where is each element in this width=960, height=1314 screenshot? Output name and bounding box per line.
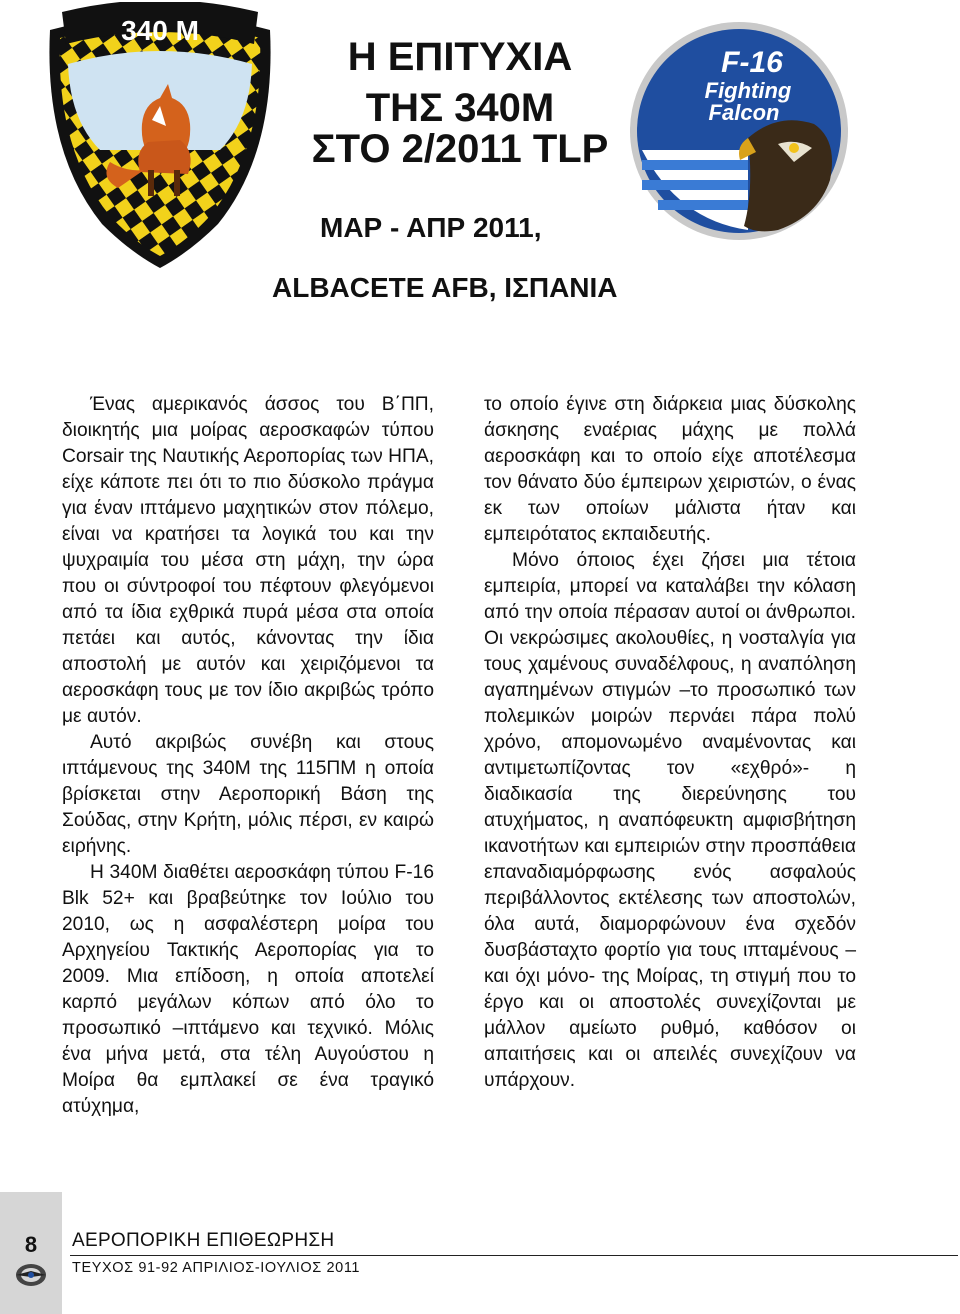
patch-falcon-label: Falcon (708, 100, 780, 125)
falcon-head-icon (739, 120, 832, 231)
headline-line-1: Η ΕΠΙΤΥΧΙΑ (347, 35, 573, 79)
patch-f16-label: F-16 (721, 46, 783, 79)
headline-line-3: ΣΤΟ 2/2011 TLP (311, 127, 609, 171)
page-number: 8 (24, 1232, 38, 1257)
magazine-name: ΑΕΡΟΠΟΡΙΚΗ ΕΠΙΘΕΩΡΗΣΗ (72, 1230, 335, 1251)
air-force-emblem-icon (14, 1262, 48, 1288)
f16-fighting-falcon-patch (628, 20, 850, 242)
subtitle-date: ΜΑΡ - ΑΠΡ 2011, (320, 212, 542, 243)
paragraph: Η 340Μ διαθέτει αεροσκάφη τύπου F-16 Blk 52+ και βραβεύτηκε τον Ιούλιο του 2010, ως η ασφαλέστερη μοίρα του Αρχηγείου Τακτικής Αεροπορίας για το 2009. Μια επίδοση, η οποία αποτελεί καρπό μεγάλων κόπων από όλο το προσωπικό –ιπτάμενο και τεχνικό. Μόλις ένα μήνα μετά, στα τέλη Αυγούστου η Μοίρα θα εμπλακεί σε ένα τραγικό ατύχημα, (62, 862, 434, 1117)
subtitle-location: ALBACETE AFB, ΙΣΠΑΝΙΑ (272, 272, 618, 303)
paragraph: Ένας αμερικανός άσσος του Β΄ΠΠ, διοικητής μια μοίρας αεροσκαφών τύπου Corsair της Ναυτικής Αεροπορίας των ΗΠΑ, είχε κάποτε πει ότι το πιο δύσκολο πράγμα για έναν ιπτάμενο μαχητικών στον πόλεμο, είναι να κρατήσει τα λογικά του και την ψυχραιμία του μέσα στη μάχη, την ώρα που οι σύντροφοί του πέφτουν φλεγόμενοι από τα ίδια εχθρικά πυρά μέσα στα οποία πετάει και αυτός, κάνοντας την ίδια αποστολή με αυτόν και χειριζόμενοι τα αεροσκάφη τους με τον ίδιο ακριβώς τρόπο με αυτόν. (62, 394, 434, 727)
article-column-right (484, 392, 856, 1094)
paragraph: το οποίο έγινε στη διάρκεια μιας δύσκολης άσκησης εναέριας μάχης με πολλά αεροσκάφη και το οποίο είχε αποτέλεσμα τον θάνατο δύο έμπειρων χειριστών, ο ένας εκ των οποίων μάλιστα ήταν και εμπειρότατος εκπαιδευτής. (484, 394, 856, 545)
badge-left-label: 340 M (121, 15, 199, 46)
squadron-340-badge (40, 2, 280, 272)
paragraph: Αυτό ακριβώς συνέβη και στους ιπτάμενους της 340Μ της 115ΠΜ η οποία βρίσκεται στην Αεροπορική Βάση της Σούδας, στην Κρήτη, μόλις πέρσι, εν καιρώ ειρήνης. (62, 732, 434, 857)
patch-fighting-label: Fighting (704, 78, 792, 103)
footer-divider (70, 1255, 958, 1256)
issue-info: ΤΕΥΧΟΣ 91-92 ΑΠΡΙΛΙΟΣ-ΙΟΥΛΙΟΣ 2011 (72, 1260, 361, 1276)
headline-line-2: ΤΗΣ 340Μ (365, 86, 555, 130)
article-column-left (62, 392, 434, 1120)
paragraph: Μόνο όποιος έχει ζήσει μια τέτοια εμπειρία, μπορεί να καταλάβει την κόλαση από την οποία πέρασαν αυτοί οι άνθρωποι. Οι νεκρώσιμες ακολουθίες, η νοσταλγία για τους χαμένους συναδέλφους, η αναπόληση αγαπημένων στιγμών –το προσωπικό των πολεμικών μοιρών περνάει πάρα πολύ χρόνο, απομονωμένο αναμένοντας και αντιμετωπίζοντας τον «εχθρό»- η διαδικασία της διερεύνησης του ατυχήματος, η αναπόφευκτη αμφισβήτηση ικανοτήτων και εμπειριών στην προσπάθεια επαναδιαμόρφωσης ενός ασφαλούς περιβάλλοντος εκτέλεσης των αποστολών, όλα αυτά, διαμορφώνουν ένα σχεδόν δυσβάσταχτο φορτίο για τους ιπταμένους –και όχι μόνο- της Μοίρας, τη στιγμή που το έργο και οι αποστολές συνεχίζονται με μάλλον αμείωτο ρυθμό, καθόσον οι απαιτήσεις και οι απειλές συνεχίζουν να υπάρχουν. (484, 550, 856, 1091)
